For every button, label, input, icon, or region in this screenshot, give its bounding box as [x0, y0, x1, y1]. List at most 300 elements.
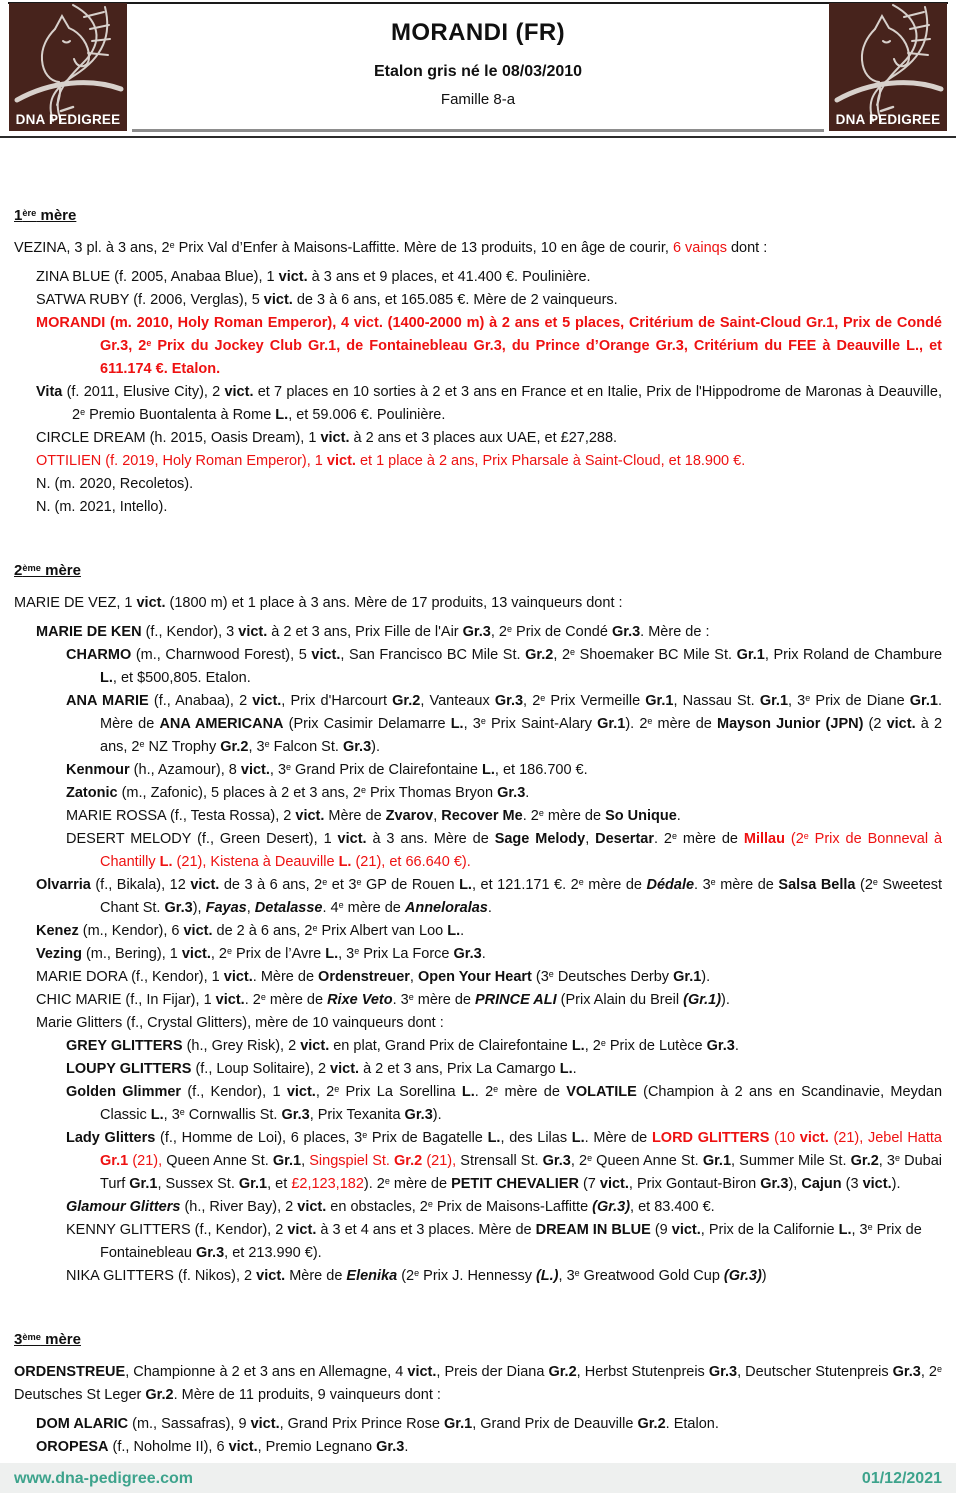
text-run: (7 [578, 1176, 600, 1192]
text-run: , Sussex St. [157, 1176, 239, 1192]
text-run: ). [371, 739, 381, 755]
text-run: Lady Glitters [66, 1130, 156, 1146]
ordinal-suffix: ère [22, 207, 37, 218]
pedigree-paragraph [14, 1361, 942, 1407]
text-run: , 3e Prix La Force [338, 945, 454, 962]
text-run: L. [571, 1130, 585, 1146]
text-run: , 2e Prix de Condé [490, 623, 612, 640]
text-run: , Premio Legnano [257, 1439, 377, 1455]
text-run: , et [267, 1176, 292, 1192]
ordinal-suffix: e [384, 1175, 390, 1186]
text-run: , Grand Prix de Deauville [472, 1416, 638, 1432]
text-run: L. [338, 854, 352, 870]
text-run: OTTILIEN (f. 2019, Holy Roman Emperor), 1 [36, 453, 327, 469]
text-run: (f., Homme de Loi), 6 places, 3e Prix de Bagatelle [155, 1129, 488, 1146]
text-run: (Prix Casimir Delamarre [283, 716, 451, 732]
text-run: Open Your Heart [417, 969, 532, 985]
text-run: CIRCLE DREAM (h. 2015, Oasis Dream), 1 [36, 430, 321, 446]
text-run: . 2e mère de [244, 991, 328, 1008]
text-run: Gr.3 [164, 900, 193, 916]
text-run: vict. [215, 992, 245, 1008]
text-run: , 3e Cornwallis St. [163, 1106, 282, 1123]
text-run: vict. [256, 1268, 286, 1284]
text-run: . 2e mère de [653, 830, 744, 847]
text-run: Gr.2 [392, 693, 421, 709]
text-run: de 3 à 6 ans, et 165.085 €. Mère de 2 vainqueurs. [292, 292, 618, 308]
text-run: , Summer Mile St. [731, 1153, 851, 1169]
ordinal-suffix: e [872, 876, 878, 887]
text-run: L. [559, 1061, 573, 1077]
text-run: (9 [650, 1222, 672, 1238]
text-run: (m., Kendor), 6 [78, 923, 184, 939]
text-run: (L.) [535, 1268, 559, 1284]
text-run: £2,123,182 [291, 1176, 364, 1192]
text-run: Gr.2 [220, 739, 249, 755]
pedigree-sections [0, 140, 956, 1459]
text-run: ZINA BLUE (f. 2005, Anabaa Blue), 1 [36, 269, 279, 285]
pedigree-paragraph [14, 450, 942, 473]
text-run: Gr.3 [706, 1038, 735, 1054]
text-run: ), [788, 1176, 802, 1192]
text-run: , et $500,805. Etalon. [112, 670, 251, 686]
text-run: Mère de [285, 1268, 347, 1284]
ordinal-suffix: e [80, 406, 86, 417]
ordinal-suffix: e [362, 1129, 368, 1140]
text-run: , Grand Prix Prince Rose [279, 1416, 444, 1432]
text-run: Gr.3 [497, 785, 526, 801]
text-run: (f., Anabaa), 2 [148, 693, 253, 709]
text-run: (f., Noholme II), 6 [108, 1439, 229, 1455]
text-run: N. (m. 2021, Intello). [36, 499, 168, 515]
text-run: , 3e Prix Saint-Alary [463, 715, 598, 732]
text-run: Gr.1 [702, 1153, 732, 1169]
text-run: . Mère de [584, 1130, 652, 1146]
ordinal-suffix: e [334, 1083, 340, 1094]
text-run: , 3e Dubai Turf [100, 1152, 942, 1192]
text-run: , des Lilas [500, 1130, 572, 1146]
text-run: CHARMO [66, 647, 132, 663]
text-run: , et 59.006 €. Poulinière. [288, 407, 446, 423]
ordinal-suffix: e [805, 692, 811, 703]
pedigree-paragraph [14, 989, 942, 1012]
text-run: , 3e Prix de Diane [788, 692, 910, 709]
pedigree-paragraph [14, 1265, 942, 1288]
text-run: (21), [128, 1153, 167, 1169]
pedigree-paragraph [14, 805, 942, 828]
text-run: , 2e Deutsches St Leger [14, 1363, 942, 1403]
ordinal-suffix: ème [22, 1331, 41, 1342]
text-run: L. [325, 946, 339, 962]
section-heading: 3ème mère [14, 1331, 81, 1348]
text-run: Gr.3 [453, 946, 482, 962]
text-run: L. [447, 923, 461, 939]
text-run: L. [275, 407, 289, 423]
text-run: , [585, 831, 596, 847]
text-run: , San Francisco BC Mile St. [340, 647, 526, 663]
text-run: LORD GLITTERS [651, 1130, 770, 1146]
text-run: , 3e Greatwood Gold Cup [558, 1267, 724, 1284]
text-run: (f., Bikala), 12 [90, 877, 191, 893]
text-run: et 1 place à 2 ans, Prix Pharsale à Saint-Cloud, et 18.900 €. [355, 453, 746, 469]
text-run: vict. [263, 292, 293, 308]
text-run: , Prix de la Californie [700, 1222, 839, 1238]
text-run: MARIE ROSSA (f., Testa Rossa), 2 [66, 808, 296, 824]
text-run: (2e Prix de Bonneval à Chantilly [100, 830, 943, 870]
text-run: Gr.1 [597, 716, 626, 732]
text-run: , et 83.400 €. [630, 1199, 715, 1215]
text-run: L. [461, 1084, 475, 1100]
text-run: . 2e mère de [522, 807, 606, 824]
text-run: MARIE DE VEZ, 1 [14, 595, 137, 611]
text-run: Vita [36, 384, 63, 400]
text-run: . [481, 946, 486, 962]
ordinal-suffix: e [600, 1037, 606, 1048]
text-run: vict. [300, 1038, 330, 1054]
header [0, 0, 956, 140]
text-run: Desertar [595, 831, 654, 847]
pedigree-paragraph [14, 644, 942, 690]
text-run: Gr.1 [129, 1176, 158, 1192]
text-run: à 2 et 3 ans, Prix La Camargo [359, 1061, 560, 1077]
text-run: , 2e Prix Vermeille [523, 692, 646, 709]
pedigree-section [14, 561, 942, 1288]
text-run: Gr.3 [376, 1439, 405, 1455]
text-run: , 2e Prix de Lutèce [584, 1037, 707, 1054]
text-run: (h., Azamour), 8 [129, 762, 241, 778]
text-run: vict. [190, 877, 220, 893]
ordinal-suffix: e [493, 1083, 499, 1094]
text-run: Cajun [801, 1176, 842, 1192]
text-run: , Championne à 2 et 3 ans en Allemagne, 4 [125, 1364, 408, 1380]
horse-description: Etalon gris né le 08/03/2010 [373, 63, 583, 80]
text-run: PRINCE ALI [474, 992, 557, 1008]
text-run: , Prix Gontaut-Biron [628, 1176, 761, 1192]
text-run: Recover Me [441, 808, 523, 824]
pedigree-paragraph [14, 1012, 942, 1035]
text-run: Olvarria [36, 877, 91, 893]
text-run: MORANDI (m. 2010, Holy Roman Emperor), 4 vict. (1400-2000 m) à 2 ans et 5 places, Critérium de Saint-Cloud Gr.1, Prix de Condé Gr.3, 2e Prix du Jockey Club Gr.1, de Fontainebleau Gr.3, du Prince d’Orange Gr.3, Critérium du FEE à Deauville L., et 611.174 €. Etalon. [36, 315, 942, 377]
text-run: MARIE DE KEN [36, 624, 142, 640]
ordinal-suffix: e [427, 1198, 433, 1209]
text-run: Gr.2 [145, 1387, 174, 1403]
text-run: en plat, Grand Prix de Clairefontaine [329, 1038, 572, 1054]
text-run: vict. [671, 1222, 701, 1238]
text-run: ), [192, 900, 206, 916]
text-run: . Mère de [100, 693, 943, 732]
footer-bar [0, 1463, 956, 1493]
pedigree-paragraph [14, 237, 942, 260]
header-mid-rule [132, 129, 824, 132]
site-link[interactable]: www.dna-pedigree.com [14, 1469, 193, 1487]
text-run: , 2e Shoemaker BC Mile St. [553, 646, 737, 663]
pedigree-paragraph [14, 943, 942, 966]
text-run: , Deutscher Stutenpreis [737, 1364, 893, 1380]
ordinal-suffix: e [146, 337, 152, 348]
text-run: , Prix Roland de Chambure [764, 647, 943, 663]
text-run: . [572, 1061, 577, 1077]
text-run: vict. [295, 808, 325, 824]
ordinal-suffix: e [227, 945, 232, 956]
text-run: LOUPY GLITTERS [66, 1061, 192, 1077]
ordinal-suffix: e [338, 899, 344, 910]
text-run: (m., Bering), 1 [81, 946, 182, 962]
text-run: . [460, 923, 465, 939]
text-run: Marie Glitters (f., Crystal Glitters), mère de 10 vainqueurs dont : [36, 1015, 444, 1031]
text-run: (2 [863, 716, 887, 732]
text-run: 6 vainqs [672, 240, 727, 256]
text-run: , [409, 969, 418, 985]
pedigree-paragraph [14, 1127, 942, 1196]
text-run: ). 2e mère de [363, 1175, 452, 1192]
text-run: Queen Anne St. [166, 1153, 273, 1169]
text-run: Gr.3 [281, 1107, 310, 1123]
text-run: Zatonic [66, 785, 118, 801]
text-run: (3 [841, 1176, 863, 1192]
ordinal-suffix: e [548, 968, 554, 979]
text-run: (Gr.1) [683, 992, 722, 1008]
text-run: N. (m. 2020, Recoletos). [36, 476, 194, 492]
footer-date: 01/12/2021 [861, 1469, 942, 1487]
text-run: . [404, 1439, 409, 1455]
ordinal-suffix: e [587, 1152, 593, 1163]
text-run: Gr.1 [909, 693, 938, 709]
ordinal-suffix: e [867, 1221, 873, 1232]
text-run: à 2 et 3 ans, Prix Fille de l'Air [267, 624, 463, 640]
text-run: à 3 ans. Mère de [366, 831, 495, 847]
text-run: Kenmour [66, 762, 130, 778]
text-run: en obstacles, 2e Prix de Maisons-Laffitte [326, 1198, 593, 1215]
text-run: Vezing [36, 946, 82, 962]
logo-text: DNA PEDIGREE [15, 112, 121, 127]
text-run: Gr.3 [195, 1245, 225, 1261]
pedigree-paragraph [14, 1035, 942, 1058]
text-run: Gr.2 [394, 1153, 423, 1169]
text-run: à 3 et 4 ans et 3 places. Mère de [316, 1222, 536, 1238]
text-run: vict. [278, 269, 308, 285]
pedigree-paragraph [14, 592, 942, 615]
text-run: . Etalon. [665, 1416, 719, 1432]
text-run: . Mère de : [640, 624, 710, 640]
text-run: Anneloralas [404, 900, 488, 916]
text-run: , et 186.700 €. [494, 762, 588, 778]
text-run: . [676, 808, 681, 824]
text-run: Gr.1 [645, 693, 674, 709]
text-run: Gr.1 [736, 647, 765, 663]
text-run: Elenika [346, 1268, 398, 1284]
text-run: . 3e mère de [694, 876, 779, 893]
text-run: vict. [240, 762, 270, 778]
text-run: Gr.1 [673, 969, 702, 985]
pedigree-paragraph [14, 782, 942, 805]
text-run: , Nassau St. [673, 693, 760, 709]
text-run: . Mère de [252, 969, 319, 985]
ordinal-suffix: e [803, 830, 809, 841]
pedigree-paragraph [14, 966, 942, 989]
ordinal-suffix: e [540, 692, 546, 703]
text-run: vict. [287, 1222, 317, 1238]
text-run: Rixe Veto [327, 992, 393, 1008]
ordinal-suffix: e [354, 945, 360, 956]
ordinal-suffix: e [322, 876, 328, 887]
text-run: vict. [181, 946, 211, 962]
text-run: Fayas [205, 900, 247, 916]
text-run: L. [459, 877, 472, 893]
text-run: (h., Grey Risk), 2 [182, 1038, 301, 1054]
text-run: , Herbst Stutenpreis [576, 1364, 709, 1380]
text-run: VOLATILE [566, 1084, 637, 1100]
text-run: DOM ALARIC [36, 1416, 129, 1432]
text-run: L. [450, 716, 464, 732]
text-run: vict. [311, 647, 341, 663]
ordinal-suffix: e [360, 784, 366, 795]
text-run: Gr.3 [611, 624, 641, 640]
section-heading: 2ème mère [14, 562, 81, 579]
text-run: dont : [726, 240, 768, 256]
text-run: (21), Jebel Hatta [828, 1130, 942, 1146]
header-bottom-rule [0, 136, 956, 138]
dna-pedigree-logo-right [829, 3, 947, 131]
text-run: Golden Glimmer [66, 1084, 182, 1100]
ordinal-suffix: e [574, 1267, 580, 1278]
text-run: (m., Charnwood Forest), 5 [131, 647, 312, 663]
ordinal-suffix: e [895, 1152, 900, 1163]
ordinal-suffix: e [179, 1106, 185, 1117]
pedigree-paragraph [14, 427, 942, 450]
text-run: de 2 à 6 ans, 2e Prix Albert van Loo [212, 922, 448, 939]
text-run: L. [159, 854, 173, 870]
text-run: MARIE DORA (f., Kendor), 1 [36, 969, 224, 985]
text-run: L. [100, 670, 113, 686]
text-run: Gr.3 [760, 1176, 789, 1192]
text-run: (m., Sassafras), 9 [128, 1416, 251, 1432]
text-run: (2e Sweetest Chant St. [100, 876, 943, 916]
pedigree-paragraph [14, 920, 942, 943]
logo-text: DNA PEDIGREE [835, 112, 941, 127]
text-run: Gr.1 [272, 1153, 302, 1169]
ordinal-suffix: e [264, 738, 270, 749]
text-run: vict. [407, 1364, 437, 1380]
pedigree-section [14, 206, 942, 519]
text-run: . Mère de 11 produits, 9 vainqueurs dont : [173, 1387, 441, 1403]
page-title: MORANDI (FR) [390, 19, 566, 46]
text-run: ) [761, 1268, 767, 1284]
section-heading: 1ère mère [14, 207, 77, 224]
text-run: PETIT CHEVALIER [451, 1176, 579, 1192]
text-run: de 3 à 6 ans, 2e et 3e GP de Rouen [219, 876, 460, 893]
text-run: (m., Zafonic), 5 places à 2 et 3 ans, 2e Prix Thomas Bryon [117, 784, 498, 801]
pedigree-paragraph [14, 381, 942, 427]
text-run: vict. [223, 969, 253, 985]
text-run: SATWA RUBY (f. 2006, Verglas), 5 [36, 292, 264, 308]
text-run: vict. [599, 1176, 629, 1192]
text-run: ). [701, 969, 711, 985]
ordinal-suffix: e [578, 876, 584, 887]
text-run: , Prix Texanita [309, 1107, 405, 1123]
text-run: vict. [799, 1130, 829, 1146]
text-run: ). [432, 1107, 442, 1123]
text-run: Ordenstreuer [318, 969, 410, 985]
text-run: , Vanteaux [420, 693, 495, 709]
text-run: Strensall St. [460, 1153, 543, 1169]
pedigree-paragraph [14, 266, 942, 289]
text-run: vict. [286, 1084, 316, 1100]
pedigree-paragraph [14, 874, 942, 920]
ordinal-suffix: ème [22, 562, 41, 573]
text-run: (f., Kendor), 1 [181, 1084, 287, 1100]
text-run: L. [571, 1038, 585, 1054]
text-run: . 2e mère de [474, 1083, 567, 1100]
text-run: Gr.1 [444, 1416, 473, 1432]
text-run: ANA MARIE [66, 693, 149, 709]
text-run: à 2 ans et 3 places aux UAE, et £27,288. [349, 430, 618, 446]
text-run: (Prix Alain du Breil [556, 992, 684, 1008]
pedigree-paragraph [14, 690, 942, 759]
text-run: Zvarov [385, 808, 434, 824]
text-run: , 2e Queen Anne St. [570, 1152, 703, 1169]
ordinal-suffix: e [538, 807, 544, 818]
text-run: à 3 ans et 9 places, et 41.400 €. Poulinière. [307, 269, 591, 285]
text-run: OROPESA [36, 1439, 109, 1455]
pedigree-paragraph [14, 1196, 942, 1219]
header-top-rule [8, 2, 948, 4]
text-run: So Unique [605, 808, 677, 824]
text-run: , Prix d'Harcourt [281, 693, 393, 709]
text-run: DESERT MELODY (f., Green Desert), 1 [66, 831, 338, 847]
text-run: (1800 m) et 1 place à 3 ans. Mère de 17 produits, 13 vainqueurs dont : [165, 595, 623, 611]
text-run: ). [721, 992, 730, 1008]
text-run: Gr.3 [342, 739, 372, 755]
text-run: Singspiel St. [309, 1153, 395, 1169]
text-run: . 3e mère de [392, 991, 475, 1008]
text-run: vict. [326, 453, 356, 469]
ordinal-suffix: e [507, 623, 512, 634]
ordinal-suffix: e [414, 1267, 420, 1278]
pedigree-paragraph [14, 1219, 942, 1265]
ordinal-suffix: e [312, 922, 318, 933]
text-run: (21), et 66.640 €). [351, 854, 471, 870]
ordinal-suffix: e [169, 239, 175, 250]
text-run: vict. [136, 595, 166, 611]
text-run: L. [838, 1222, 852, 1238]
pedigree-paragraph [14, 473, 942, 496]
text-run: Gr.2 [548, 1364, 577, 1380]
text-run: ANA AMERICANA [159, 716, 284, 732]
text-run: vict. [862, 1176, 892, 1192]
ordinal-suffix: e [647, 715, 653, 726]
text-run: Gr.1 [100, 1153, 129, 1169]
text-run: , [433, 808, 442, 824]
text-run: (h., River Bay), 2 [180, 1199, 298, 1215]
text-run: vict. [330, 1061, 360, 1077]
text-run: , 3e Prix de Fontainebleau [100, 1221, 922, 1261]
text-run: et 7 places en 10 sorties à 2 et 3 ans en France et en Italie, Prix de l'Hippodrome de Maronas à Deauville, 2e Premio Buontalenta à Rome [72, 384, 942, 423]
pedigree-paragraph [14, 289, 942, 312]
ordinal-suffix: e [937, 1363, 942, 1374]
text-run: Kenez [36, 923, 79, 939]
pedigree-paragraph [14, 1436, 942, 1459]
text-run: Gr.2 [637, 1416, 666, 1432]
text-run: Gr.3 [462, 624, 491, 640]
text-run: . [525, 785, 530, 801]
text-run: Gr.3 [494, 693, 524, 709]
pedigree-paragraph [14, 759, 942, 782]
text-run: (21), Kistena à Deauville [172, 854, 339, 870]
text-run: Gr.1 [238, 1176, 268, 1192]
text-run: (f. 2011, Elusive City), 2 [62, 384, 225, 400]
pedigree-paragraph [14, 312, 942, 381]
title-block [0, 0, 956, 108]
ordinal-suffix: e [671, 830, 677, 841]
